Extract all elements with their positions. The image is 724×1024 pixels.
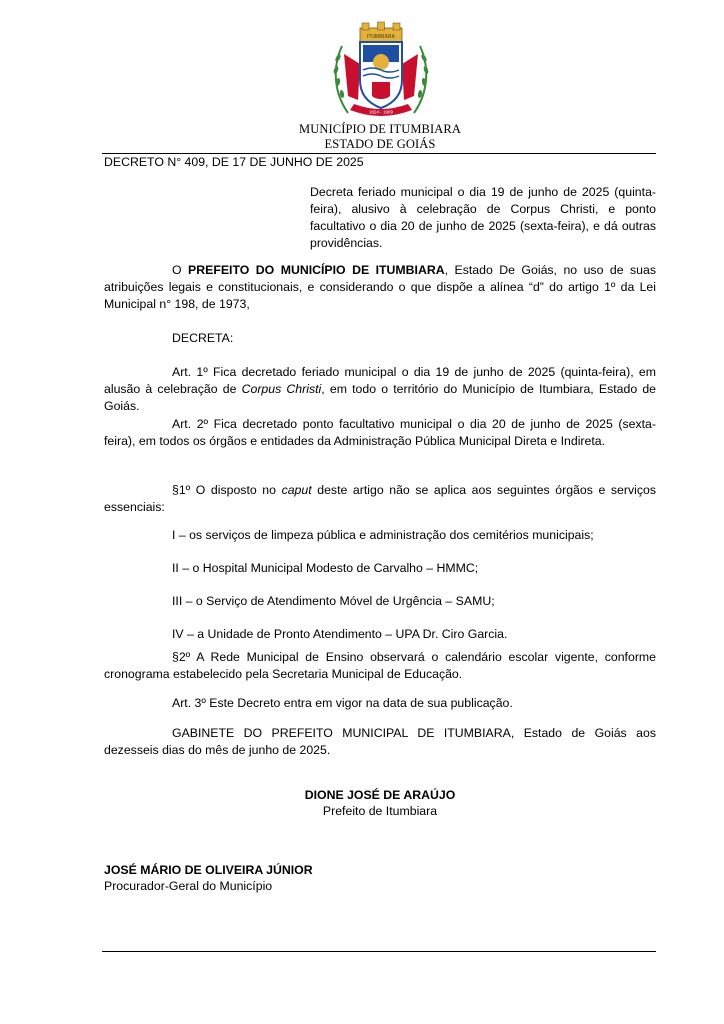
paragraph-2: §2º A Rede Municipal de Ensino observará o calendário escolar vigente, conforme cronograma estabelecido pela Secretaria Municipal de Educação. — [104, 650, 656, 681]
crest-banner: ITUMBIARA — [366, 34, 396, 40]
article-2: Art. 2º Fica decretado ponto facultativo municipal o dia 20 de junho de 2025 (sexta-feira), em todos os órgãos e entidades da Administração Pública Municipal Direta e Indireta. — [104, 417, 656, 448]
list-item: IV – a Unidade de Pronto Atendimento – UPA Dr. Ciro Garcia. — [172, 627, 508, 641]
list-item: III – o Serviço de Atendimento Móvel de Urgência – SAMU; — [172, 594, 495, 608]
municipality-name: MUNICÍPIO DE ITUMBIARA — [299, 122, 461, 136]
crest-years: 1824 - 1909 — [368, 109, 394, 115]
attorney-signature-name: JOSÉ MÁRIO DE OLIVEIRA JÚNIOR — [104, 863, 313, 877]
header-divider — [102, 153, 656, 154]
state-name: ESTADO DE GOIÁS — [324, 137, 436, 151]
decreta-heading: DECRETA: — [172, 331, 234, 345]
decree-summary: Decreta feriado municipal o dia 19 de junho de 2025 (quinta-feira), alusivo à celebração de Corpus Christi, e ponto facultativo o dia 20 de junho de 2025 (sexta-feira), e dá outras providências. — [310, 185, 656, 250]
closing-paragraph: GABINETE DO PREFEITO MUNICIPAL DE ITUMBIARA, Estado de Goiás aos dezesseis dias do mês de junho de 2025. — [104, 726, 656, 757]
article-3: Art. 3º Este Decreto entra em vigor na data de sua publicação. — [172, 696, 513, 710]
mayor-signature-role: Prefeito de Itumbiara — [322, 804, 438, 818]
attorney-signature-role: Procurador-Geral do Município — [104, 879, 273, 893]
mayor-title: PREFEITO DO MUNICÍPIO DE ITUMBIARA — [188, 263, 445, 277]
list-item: I – os serviços de limpeza pública e administração dos cemitérios municipais; — [172, 528, 594, 542]
list-item: II – o Hospital Municipal Modesto de Carvalho – HMMC; — [172, 561, 479, 575]
article-1: Art. 1º Fica decretado feriado municipal o dia 19 de junho de 2025 (quinta-feira), em alusão à celebração de Corpus Christi, em todo o território do Município de Itumbiara, Estado de Goiás. — [104, 365, 657, 413]
paragraph-1: §1º O disposto no caput deste artigo não se aplica aos seguintes órgãos e serviços essenciais: — [104, 483, 656, 514]
footer-divider — [102, 951, 656, 952]
coat-of-arms-icon — [326, 18, 436, 122]
decree-title: DECRETO N° 409, DE 17 DE JUNHO DE 2025 — [104, 155, 364, 169]
mayor-signature-name: DIONE JOSÉ DE ARAÚJO — [304, 788, 456, 802]
preamble-paragraph: O PREFEITO DO MUNICÍPIO DE ITUMBIARA, Estado De Goiás, no uso de suas atribuições legais e constitucionais, e considerando o que dispõe a alínea “d” do artigo 1º da Lei Municipal n° 198, de 1973, — [104, 263, 656, 311]
